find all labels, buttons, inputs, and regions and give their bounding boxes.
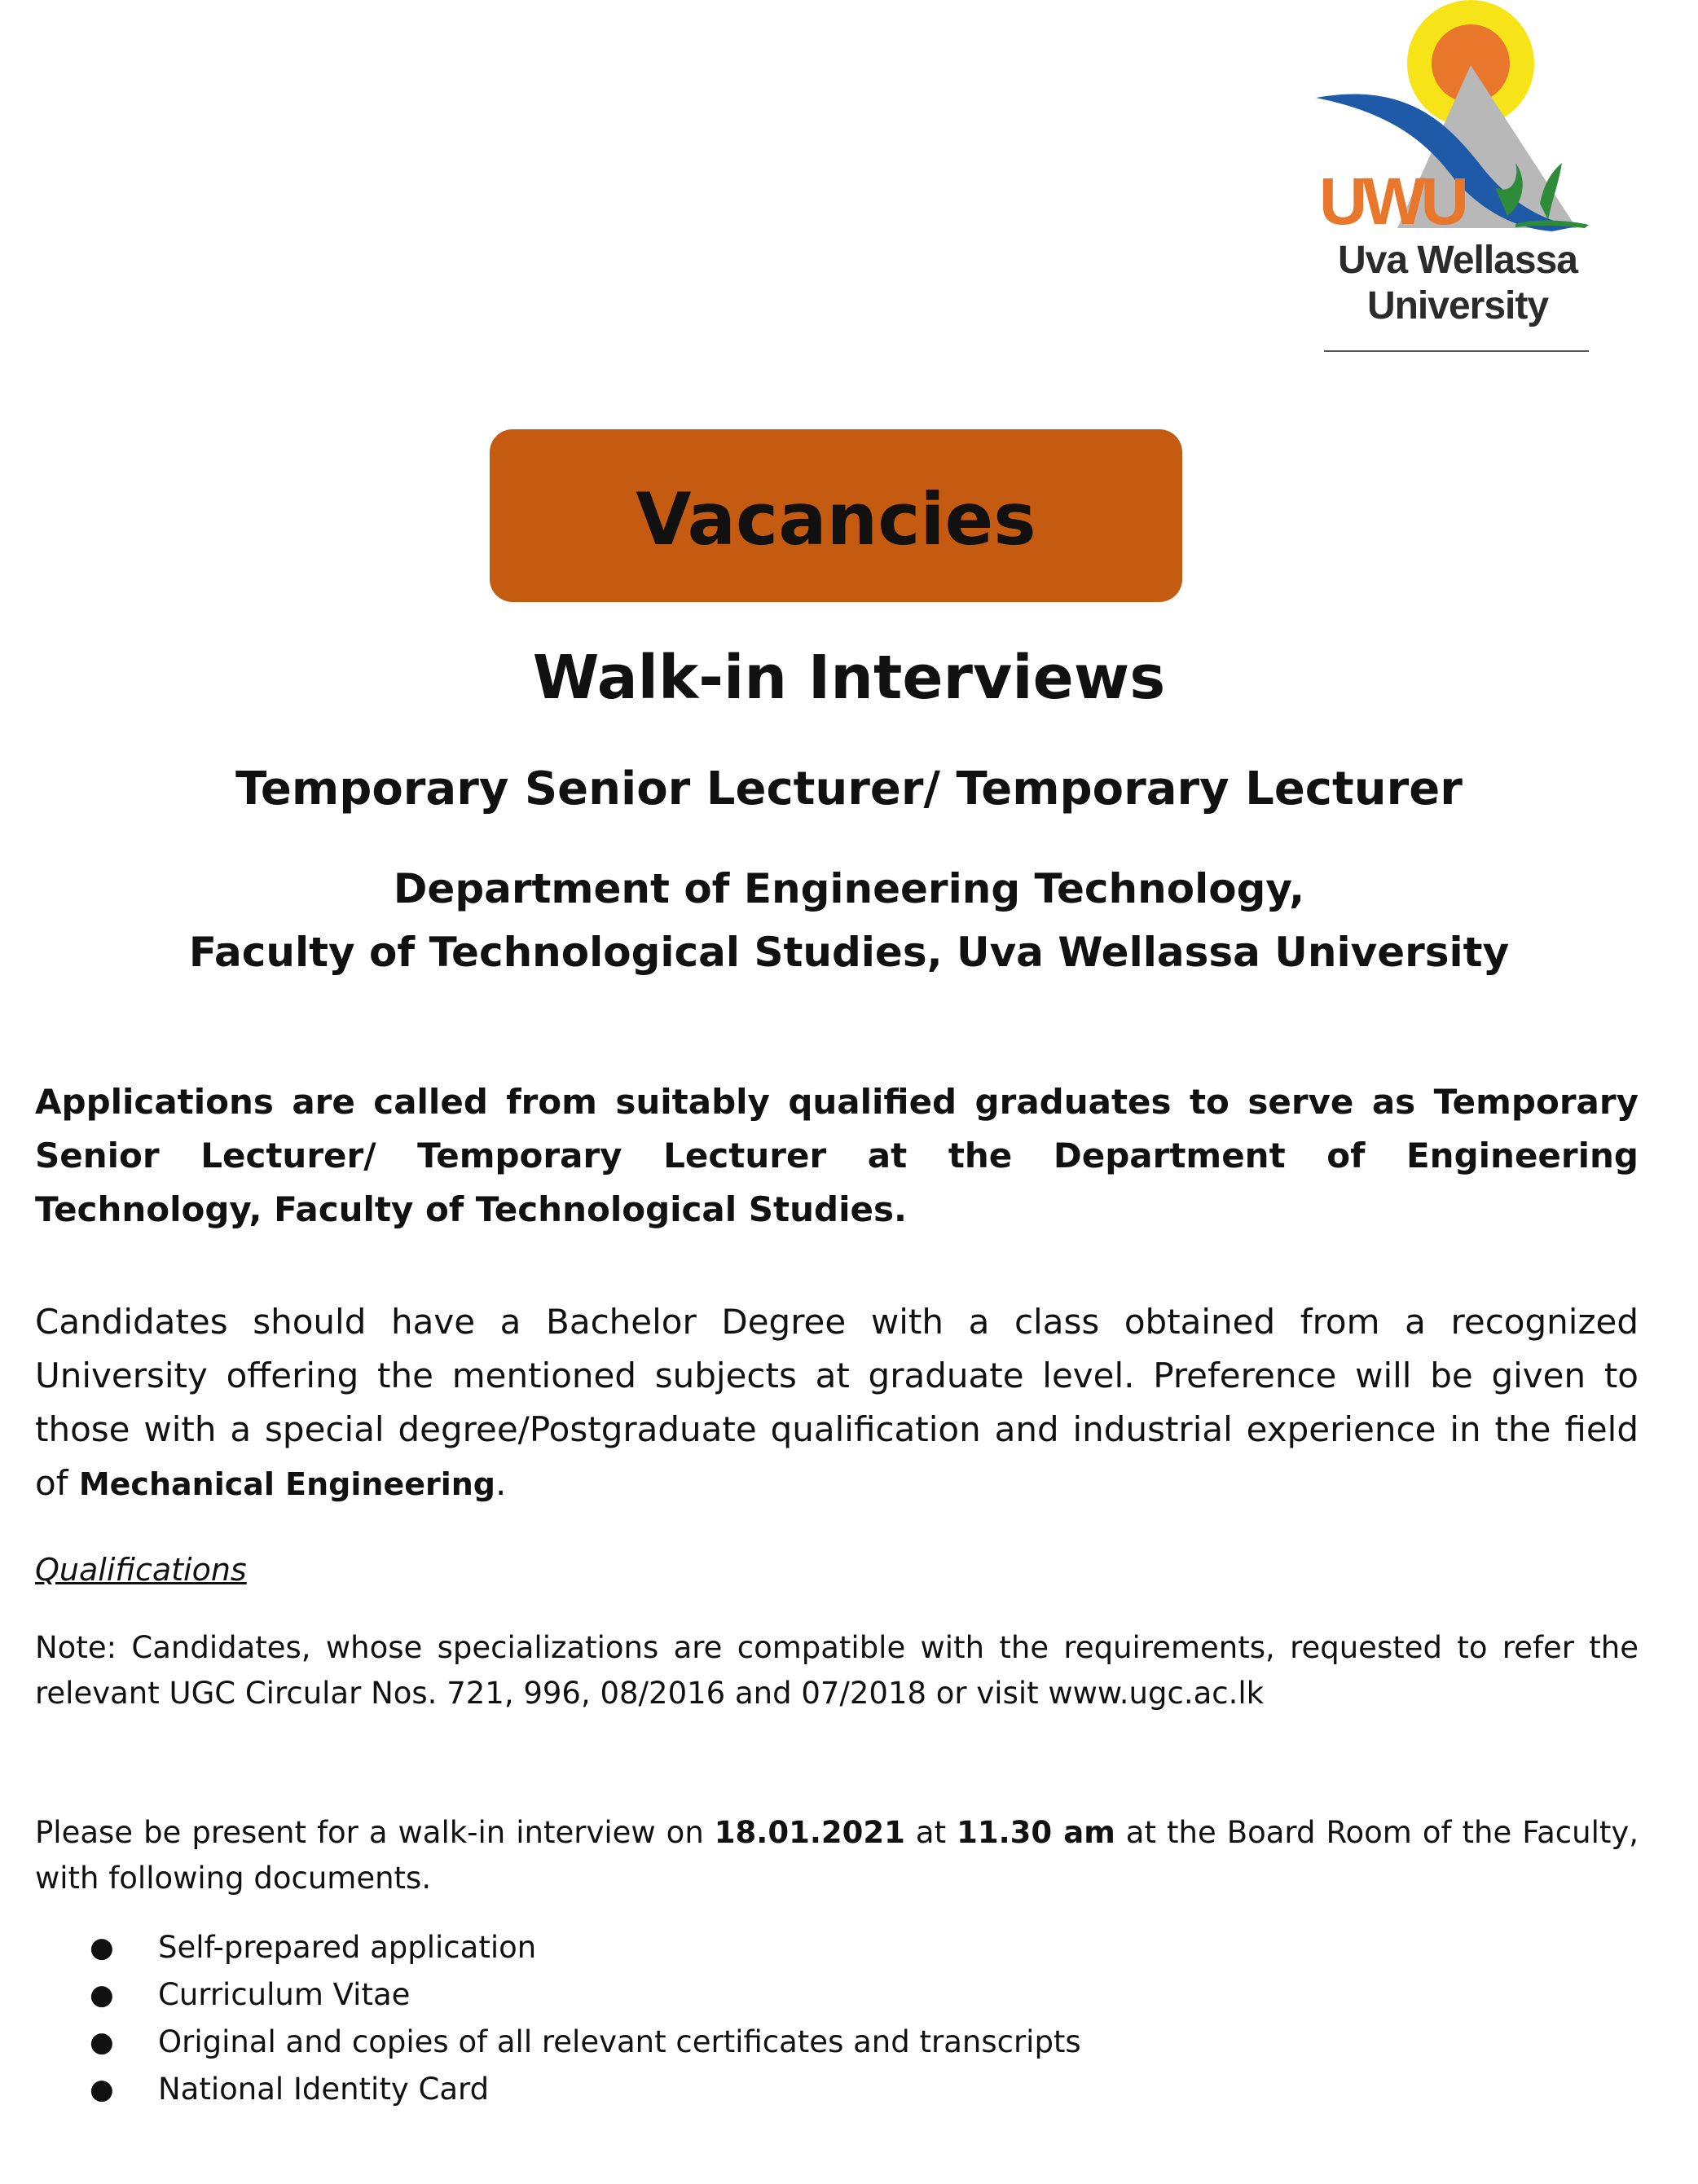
interview-pre: Please be present for a walk-in interview on — [35, 1815, 704, 1850]
department-line-1: Department of Engineering Technology, — [393, 865, 1305, 912]
qualifications-heading: Qualifications — [35, 1552, 247, 1588]
logo-wordmark — [1319, 238, 1596, 329]
interview-at: at — [915, 1815, 947, 1850]
list-item — [90, 1971, 1081, 2019]
field-end: . — [495, 1463, 507, 1503]
interview-post: at the Board Room of the Faculty, with following documents. — [35, 1815, 1639, 1896]
department-heading — [0, 857, 1698, 984]
walkin-heading: Walk-in Interviews — [532, 643, 1166, 713]
logo-emblem — [1308, 0, 1609, 244]
logo-line1: Uva Wellassa — [1338, 239, 1577, 282]
bullet-icon: ● — [90, 1931, 114, 1964]
list-item — [90, 1924, 1081, 1971]
field-name: Mechanical Engineering — [78, 1466, 496, 1502]
department-line-2: Faculty of Technological Studies, Uva Wellassa University — [188, 929, 1510, 976]
university-logo — [1308, 0, 1609, 358]
logo-abbr: UWU — [1319, 165, 1464, 239]
note-paragraph: Note: Candidates, whose specializations are compatible with the requirements, requested to refer the relevant UGC Circular Nos. 721, 996, 08/2016 and 07/2018 or visit www.ugc.ac.lk — [35, 1630, 1639, 1711]
candidates-paragraph — [35, 1295, 1639, 1511]
interview-paragraph — [35, 1810, 1639, 1901]
document-label: Curriculum Vitae — [158, 1977, 411, 2012]
interview-time: 11.30 am — [957, 1815, 1115, 1850]
candidates-text: Candidates should have a Bachelor Degree with a class obtained from a recognized University offering the mentioned subjects at graduate level. Preference will be given to those with a special degree/Postgraduate qualification and industrial experience in the field of — [35, 1302, 1639, 1503]
bullet-icon: ● — [90, 2073, 114, 2106]
document-label: Original and copies of all relevant certificates and transcripts — [158, 2024, 1081, 2059]
banner-text: Vacancies — [636, 477, 1036, 561]
interview-date: 18.01.2021 — [714, 1815, 905, 1850]
post-heading: Temporary Senior Lecturer/ Temporary Lecturer — [235, 762, 1463, 815]
list-item — [90, 2066, 1081, 2113]
logo-underline — [1324, 350, 1589, 352]
bullet-icon: ● — [90, 2026, 114, 2059]
logo-line2: University — [1366, 284, 1549, 327]
intro-paragraph: Applications are called from suitably qualified graduates to serve as Temporary Senior Lecturer/ Temporary Lecturer at the Department of Engineering Technology, Faculty of Technological Studies. — [35, 1082, 1639, 1229]
list-item — [90, 2019, 1081, 2066]
vacancies-banner — [490, 429, 1182, 602]
document-label: National Identity Card — [158, 2072, 490, 2107]
documents-list — [90, 1924, 1081, 2113]
document-label: Self-prepared application — [158, 1930, 537, 1965]
bullet-icon: ● — [90, 1979, 114, 2011]
